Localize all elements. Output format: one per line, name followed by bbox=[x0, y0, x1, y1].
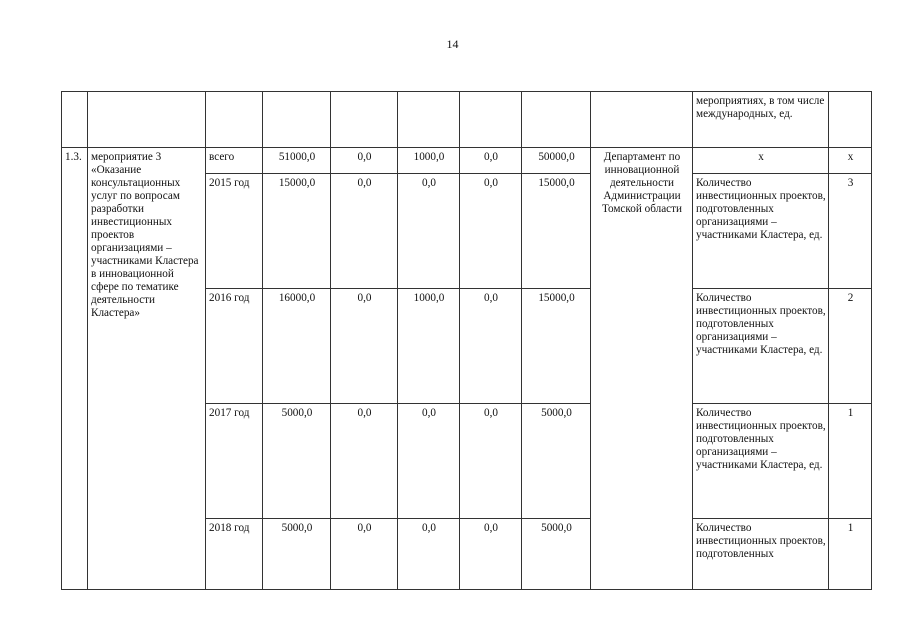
value-cell: 0,0 bbox=[331, 148, 398, 174]
value-cell: 0,0 bbox=[398, 404, 460, 519]
period-cell: всего bbox=[206, 148, 263, 174]
indicator-cell: Количество инвестиционных проектов, подготовленных организациями – участниками Кластера, ед. bbox=[693, 289, 829, 404]
indicator-cell: Количество инвестиционных проектов, подготовленных организациями – участниками Кластера, ед. bbox=[693, 174, 829, 289]
value-cell: 5000,0 bbox=[522, 519, 591, 590]
value-cell: 0,0 bbox=[460, 404, 522, 519]
page-number: 14 bbox=[446, 37, 459, 51]
value-cell: 15000,0 bbox=[522, 289, 591, 404]
value-cell: 1000,0 bbox=[398, 289, 460, 404]
period-cell: 2015 год bbox=[206, 174, 263, 289]
cell-empty bbox=[88, 92, 206, 148]
value-cell: 0,0 bbox=[398, 519, 460, 590]
value-cell: 0,0 bbox=[460, 148, 522, 174]
cell-empty bbox=[460, 92, 522, 148]
cell-empty bbox=[62, 92, 88, 148]
value-cell: 0,0 bbox=[460, 289, 522, 404]
total-cell: 5000,0 bbox=[263, 404, 331, 519]
value-cell: 50000,0 bbox=[522, 148, 591, 174]
total-cell: 15000,0 bbox=[263, 174, 331, 289]
value-cell: 0,0 bbox=[331, 519, 398, 590]
value-cell: 0,0 bbox=[331, 174, 398, 289]
cell-empty bbox=[829, 92, 872, 148]
cell-empty bbox=[522, 92, 591, 148]
indicator-cell: мероприятиях, в том числе международных, ед. bbox=[693, 92, 829, 148]
indicator-value-cell: 1 bbox=[829, 404, 872, 519]
indicator-value-cell: 1 bbox=[829, 519, 872, 590]
item-name: мероприятие 3 «Оказание консультационных услуг по вопросам разработки инвестиционных проектов организациями – участниками Кластера в инновационной сфере по тематике деятельности Кластера» bbox=[88, 148, 206, 590]
value-cell: 0,0 bbox=[460, 174, 522, 289]
table-row-continuation bbox=[62, 92, 872, 148]
value-cell: 1000,0 bbox=[398, 148, 460, 174]
period-cell: 2016 год bbox=[206, 289, 263, 404]
total-cell: 16000,0 bbox=[263, 289, 331, 404]
value-cell: 0,0 bbox=[331, 404, 398, 519]
indicator-cell: Количество инвестиционных проектов, подготовленных bbox=[693, 519, 829, 590]
indicator-cell: x bbox=[693, 148, 829, 174]
cell-empty bbox=[331, 92, 398, 148]
cell-empty bbox=[398, 92, 460, 148]
cell-empty bbox=[591, 92, 693, 148]
indicator-cell: Количество инвестиционных проектов, подготовленных организациями – участниками Кластера, ед. bbox=[693, 404, 829, 519]
value-cell: 0,0 bbox=[398, 174, 460, 289]
program-table bbox=[61, 91, 872, 590]
total-cell: 5000,0 bbox=[263, 519, 331, 590]
value-cell: 15000,0 bbox=[522, 174, 591, 289]
value-cell: 0,0 bbox=[331, 289, 398, 404]
indicator-value-cell: x bbox=[829, 148, 872, 174]
period-cell: 2018 год bbox=[206, 519, 263, 590]
period-cell: 2017 год bbox=[206, 404, 263, 519]
executor-cell: Департамент по инновационной деятельности Администрации Томской области bbox=[591, 148, 693, 590]
value-cell: 5000,0 bbox=[522, 404, 591, 519]
item-number: 1.3. bbox=[62, 148, 88, 590]
table-row bbox=[62, 148, 872, 174]
value-cell: 0,0 bbox=[460, 519, 522, 590]
indicator-value-cell: 2 bbox=[829, 289, 872, 404]
indicator-value-cell: 3 bbox=[829, 174, 872, 289]
cell-empty bbox=[263, 92, 331, 148]
cell-empty bbox=[206, 92, 263, 148]
total-cell: 51000,0 bbox=[263, 148, 331, 174]
